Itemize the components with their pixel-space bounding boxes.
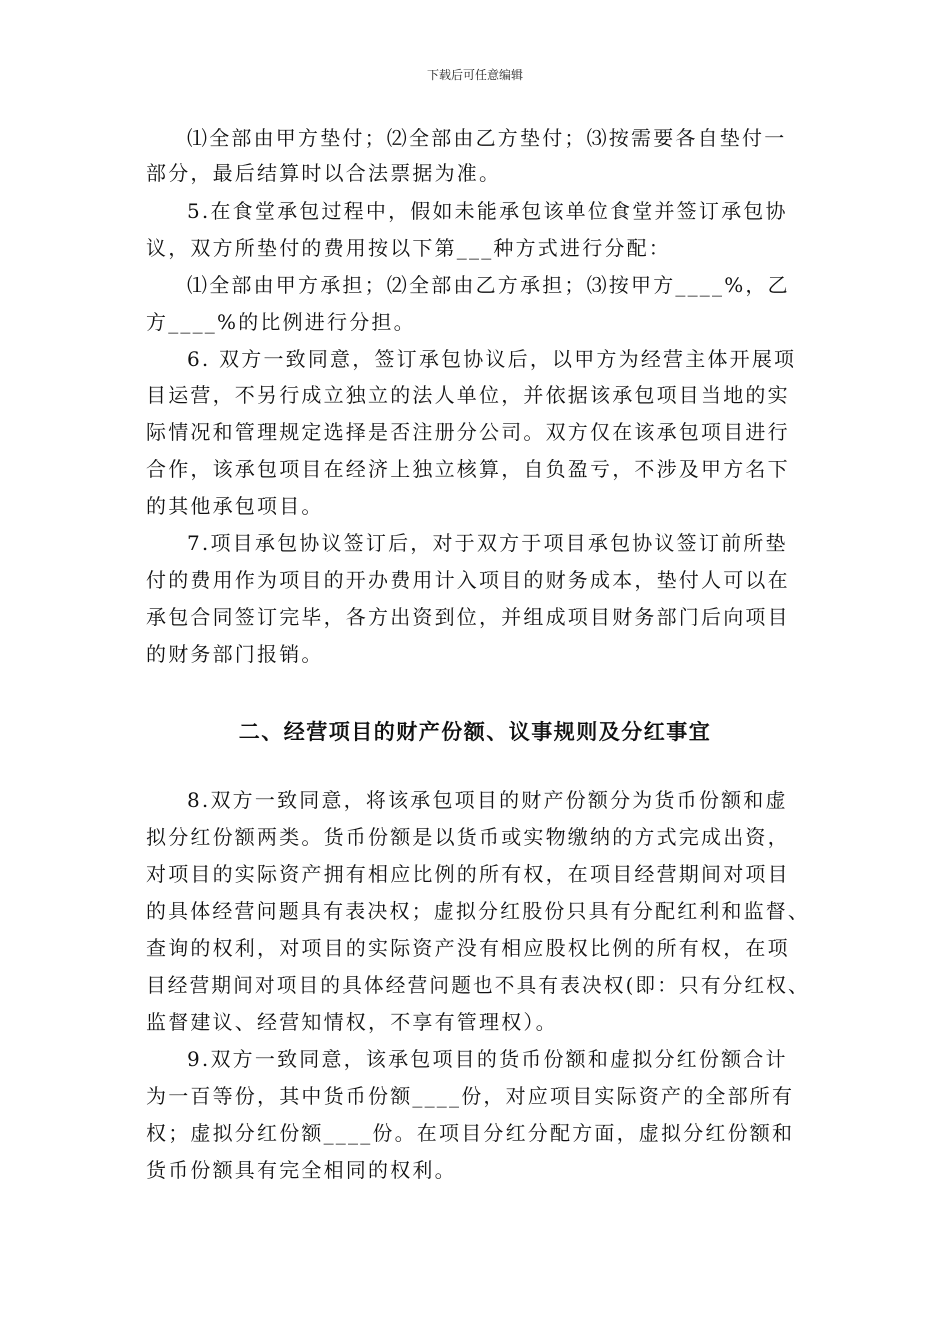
paragraph-line: 对项目的实际资产拥有相应比例的所有权，在项目经营期间对项目 — [146, 862, 790, 886]
paragraph-line: 的具体经营问题具有表决权；虚拟分红股份只具有分配红利和监督、 — [146, 899, 811, 923]
paragraph-line: 的财务部门报销。 — [146, 642, 324, 666]
paragraph-line: 7.项目承包协议签订后，对于双方于项目承包协议签订前所垫 — [187, 531, 788, 555]
paragraph-line: 5.在食堂承包过程中，假如未能承包该单位食堂并签订承包协 — [187, 199, 788, 223]
paragraph-line: 监督建议、经营知情权，不享有管理权）。 — [146, 1010, 558, 1034]
paragraph-line: 部分，最后结算时以合法票据为准。 — [146, 161, 502, 185]
header-note: 下载后可任意编辑 — [426, 68, 523, 82]
paragraph-line: 目经营期间对项目的具体经营问题也不具有表决权(即：只有分红权、 — [146, 973, 810, 997]
section-heading: 二、经营项目的财产份额、议事规则及分红事宜 — [238, 720, 712, 744]
paragraph-line: 6. 双方一致同意，签订承包协议后，以甲方为经营主体开展项 — [187, 347, 797, 371]
paragraph-line: 拟分红份额两类。货币份额是以货币或实物缴纳的方式完成出资， — [146, 825, 790, 849]
paragraph-line: 权；虚拟分红份额____份。在项目分红分配方面，虚拟分红份额和 — [146, 1121, 795, 1145]
paragraph-line: 8.双方一致同意，将该承包项目的财产份额分为货币份额和虚 — [187, 788, 788, 812]
paragraph-line: 际情况和管理规定选择是否注册分公司。双方仅在该承包项目进行 — [146, 420, 790, 444]
paragraph-line: 方____%的比例进行分担。 — [146, 310, 416, 334]
paragraph-line: 的其他承包项目。 — [146, 494, 324, 518]
paragraph-line: 付的费用作为项目的开办费用计入项目的财务成本，垫付人可以在 — [146, 568, 790, 592]
paragraph-line: 合作，该承包项目在经济上独立核算，自负盈亏，不涉及甲方名下 — [146, 457, 790, 481]
paragraph-line: 货币份额具有完全相同的权利。 — [146, 1158, 457, 1182]
paragraph-line: 为一百等份，其中货币份额____份，对应项目实际资产的全部所有 — [146, 1084, 795, 1108]
paragraph-line: 查询的权利，对项目的实际资产没有相应股权比例的所有权，在项 — [146, 936, 790, 960]
paragraph-line: 9.双方一致同意，该承包项目的货币份额和虚拟分红份额合计 — [187, 1047, 788, 1071]
paragraph-line: 承包合同签订完毕，各方出资到位，并组成项目财务部门后向项目 — [146, 605, 790, 629]
paragraph-line: 目运营，不另行成立独立的法人单位，并依据该承包项目当地的实 — [146, 383, 790, 407]
paragraph-line: 议，双方所垫付的费用按以下第___种方式进行分配： — [146, 236, 671, 260]
paragraph-line: ⑴全部由甲方承担；⑵全部由乙方承担；⑶按甲方____%，乙 — [187, 273, 790, 297]
paragraph-line: ⑴全部由甲方垫付；⑵全部由乙方垫付；⑶按需要各自垫付一 — [187, 126, 787, 150]
